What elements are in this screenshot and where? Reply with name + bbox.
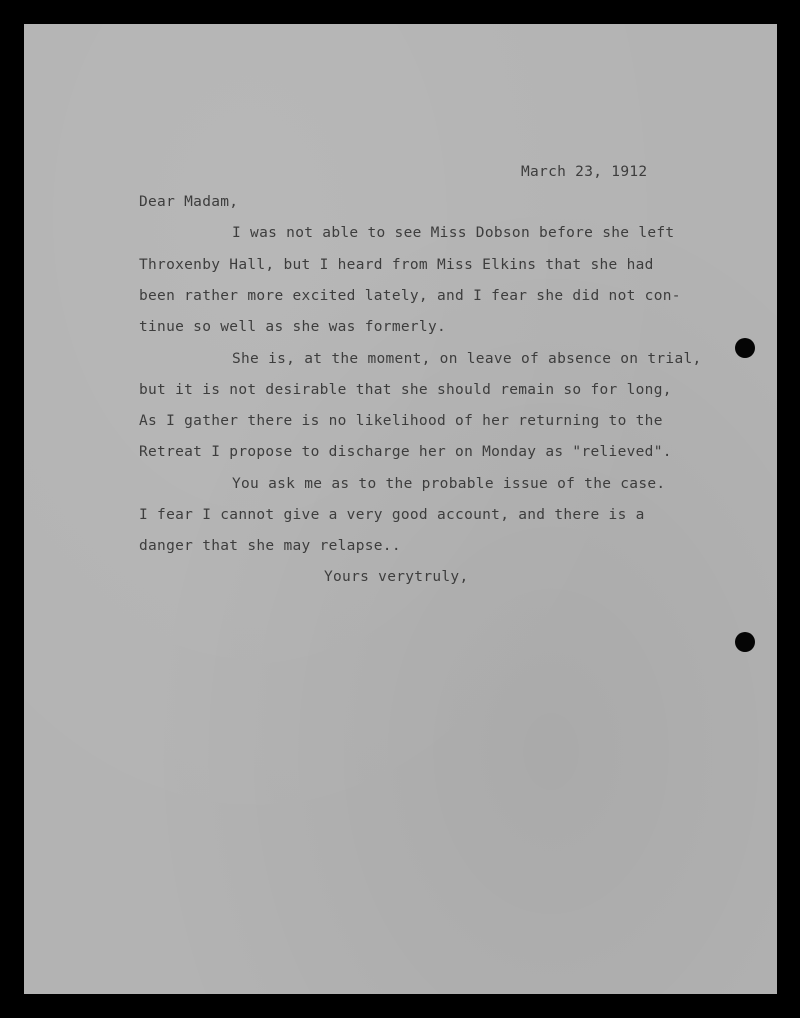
letter-page: [24, 24, 777, 994]
body-line: She is, at the moment, on leave of absence on trial,: [232, 351, 702, 367]
letter-salutation: Dear Madam,: [139, 194, 239, 210]
body-line: been rather more excited lately, and I fear she did not con-: [139, 288, 681, 304]
body-line: tinue so well as she was formerly.: [139, 319, 447, 335]
letter-date: March 23, 1912: [521, 164, 648, 180]
body-line: but it is not desirable that she should remain so for long,: [139, 382, 672, 398]
punch-hole-top: [735, 338, 755, 358]
body-line: danger that she may relapse..: [139, 538, 401, 554]
body-line: You ask me as to the probable issue of the case.: [232, 476, 666, 492]
body-line: Retreat I propose to discharge her on Monday as "relieved".: [139, 444, 672, 460]
letter-closing: Yours verytruly,: [324, 569, 469, 585]
body-line: Throxenby Hall, but I heard from Miss Elkins that she had: [139, 257, 654, 273]
punch-hole-bottom: [735, 632, 755, 652]
body-line: I fear I cannot give a very good account, and there is a: [139, 507, 645, 523]
body-line: I was not able to see Miss Dobson before she left: [232, 225, 675, 241]
body-line: As I gather there is no likelihood of her returning to the: [139, 413, 663, 429]
